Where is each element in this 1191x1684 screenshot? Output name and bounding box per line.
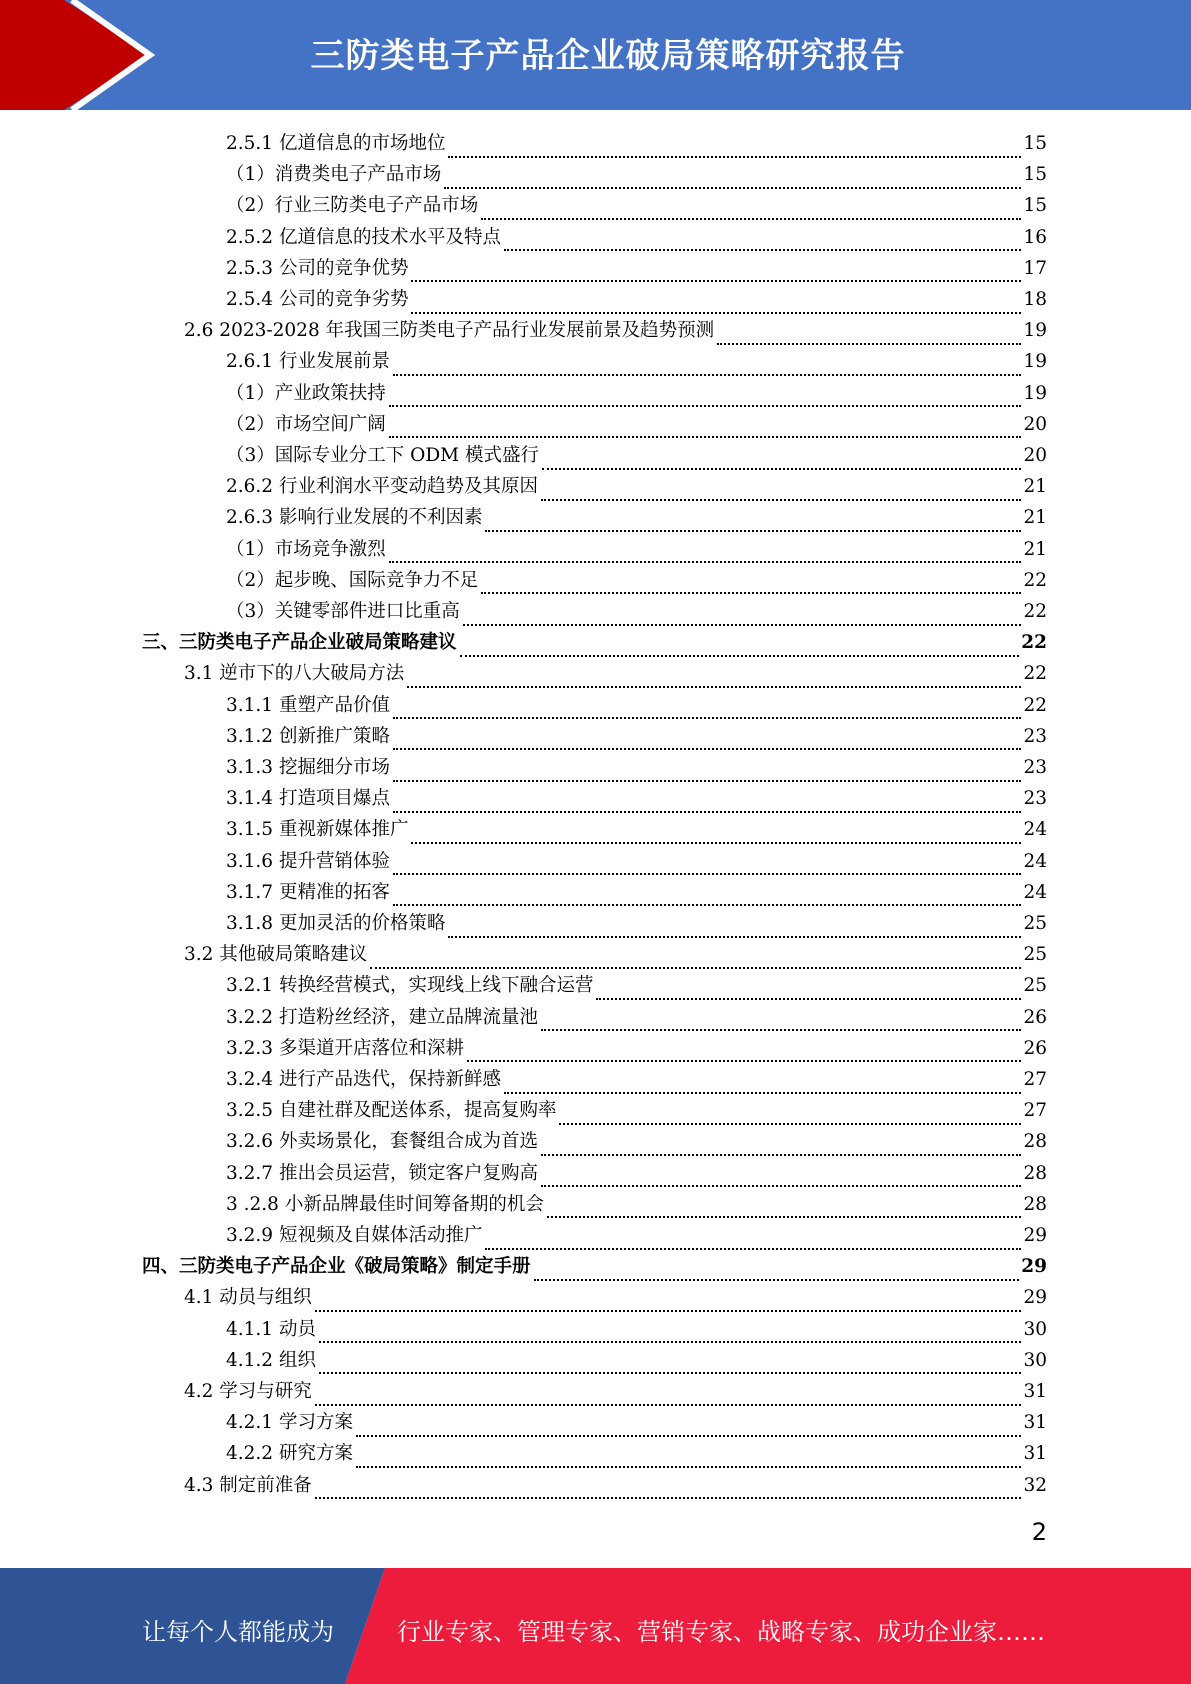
toc-dot-leader: [541, 1007, 1021, 1031]
toc-dot-leader: [393, 882, 1021, 906]
toc-entry-page: 28: [1023, 1193, 1047, 1215]
page-footer: [0, 1568, 1191, 1684]
toc-entry[interactable]: [226, 378, 1047, 409]
toc-entry-page: 29: [1021, 1256, 1047, 1278]
toc-entry-title: 4.2.2 研究方案: [226, 1443, 353, 1465]
toc-dot-leader: [541, 1163, 1021, 1187]
toc-entry[interactable]: [226, 1189, 1047, 1220]
toc-entry-title: 3.2.3 多渠道开店落位和深耕: [226, 1037, 464, 1059]
toc-entry-page: 27: [1023, 1069, 1047, 1090]
toc-entry[interactable]: [226, 471, 1047, 502]
toc-entry-page: 17: [1023, 257, 1047, 279]
toc-dot-leader: [356, 1413, 1022, 1437]
toc-entry-title: 3.2.2 打造粉丝经济，建立品牌流量池: [226, 1006, 538, 1028]
toc-entry-page: 19: [1023, 382, 1047, 404]
toc-dot-leader: [444, 165, 1021, 189]
report-title: 三防类电子产品企业破局策略研究报告: [310, 36, 906, 76]
toc-entry-title: 4.1.1 动员: [226, 1318, 316, 1340]
toc-entry-title: 3.1.2 创新推广策略: [226, 725, 390, 747]
toc-dot-leader: [370, 945, 1021, 969]
toc-entry-title: 2.6.1 行业发展前景: [226, 351, 390, 373]
toc-dot-leader: [393, 352, 1021, 376]
toc-entry-page: 24: [1023, 819, 1047, 841]
toc-entry-page: 31: [1023, 1381, 1047, 1402]
toc-dot-leader: [393, 726, 1021, 750]
toc-entry[interactable]: [226, 1345, 1047, 1376]
toc-entry[interactable]: [226, 502, 1047, 533]
toc-entry-title: 3.1.4 打造项目爆点: [226, 788, 390, 810]
toc-entry-title: （1）消费类电子产品市场: [226, 164, 442, 186]
toc-entry-title: 2.5.2 亿道信息的技术水平及特点: [226, 226, 501, 248]
toc-entry-title: 2.5.3 公司的竞争优势: [226, 257, 409, 279]
toc-entry-title: 三、三防类电子产品企业破局策略建议: [142, 632, 457, 654]
toc-entry-title: 3.1.7 更精准的拓客: [226, 881, 390, 903]
page-number: 2: [1031, 1518, 1047, 1546]
toc-entry-title: 4.3 制定前准备: [184, 1474, 312, 1496]
toc-dot-leader: [389, 383, 1022, 407]
toc-entry-page: 23: [1023, 725, 1047, 747]
toc-entry-page: 26: [1023, 1037, 1047, 1059]
toc-entry-title: 3.2.4 进行产品迭代，保持新鲜感: [226, 1069, 501, 1090]
toc-entry[interactable]: [226, 190, 1047, 221]
toc-entry-page: 28: [1023, 1162, 1047, 1184]
toc-entry[interactable]: [226, 222, 1047, 253]
toc-entry[interactable]: [226, 721, 1047, 752]
toc-entry[interactable]: [226, 1158, 1047, 1189]
toc-dot-leader: [315, 1382, 1022, 1406]
toc-entry-page: 19: [1023, 320, 1047, 342]
toc-entry[interactable]: [226, 440, 1047, 471]
toc-entry[interactable]: [226, 1033, 1047, 1064]
toc-entry-title: 4.2.1 学习方案: [226, 1412, 353, 1434]
toc-entry-title: 3.1 逆市下的八大破局方法: [184, 663, 405, 685]
toc-entry-page: 22: [1023, 663, 1047, 685]
toc-entry[interactable]: [142, 627, 1047, 658]
toc-dot-leader: [467, 1038, 1021, 1062]
toc-entry-title: 3.1.5 重视新媒体推广: [226, 819, 409, 841]
toc-entry-page: 16: [1023, 226, 1047, 248]
toc-entry-page: 27: [1023, 1100, 1047, 1122]
toc-entry[interactable]: [226, 128, 1047, 159]
page-header: [0, 0, 1191, 110]
toc-entry-page: 30: [1023, 1349, 1047, 1371]
toc-entry-title: 4.1 动员与组织: [184, 1287, 312, 1309]
toc-entry-title: （2）起步晚、国际竞争力不足: [226, 569, 479, 591]
toc-entry-title: 2.6.3 影响行业发展的不利因素: [226, 507, 483, 529]
toc-entry-title: 3.1.6 提升营销体验: [226, 850, 390, 872]
toc-dot-leader: [448, 134, 1021, 158]
toc-dot-leader: [481, 196, 1021, 220]
toc-entry[interactable]: [226, 284, 1047, 315]
toc-entry-page: 15: [1023, 164, 1047, 186]
toc-entry-title: （2）行业三防类电子产品市场: [226, 195, 479, 217]
toc-entry-page: 24: [1023, 881, 1047, 903]
toc-entry-page: 25: [1023, 913, 1047, 934]
toc-entry-page: 26: [1023, 1006, 1047, 1028]
toc-dot-leader: [393, 758, 1021, 782]
toc-dot-leader: [547, 1194, 1022, 1218]
footer-slogan-right: 行业专家、管理专家、营销专家、战略专家、成功企业家……: [397, 1618, 1045, 1646]
footer-slogan-left: 让每个人都能成为: [142, 1618, 334, 1646]
toc-entry-page: 19: [1023, 351, 1047, 373]
toc-dot-leader: [393, 851, 1021, 875]
toc-entry-page: 22: [1021, 632, 1047, 654]
toc-entry-page: 31: [1023, 1412, 1047, 1434]
toc-entry-page: 25: [1023, 975, 1047, 997]
toc-entry[interactable]: [226, 970, 1047, 1001]
toc-entry-page: 23: [1023, 757, 1047, 778]
toc-entry[interactable]: [226, 253, 1047, 284]
toc-entry-title: 3.2.6 外卖场景化，套餐组合成为首选: [226, 1131, 538, 1153]
toc-entry-title: 3.2.9 短视频及自媒体活动推广: [226, 1225, 483, 1246]
toc-entry-title: （1）市场竞争激烈: [226, 538, 386, 560]
toc-dot-leader: [315, 1288, 1022, 1312]
toc-entry-page: 21: [1023, 538, 1047, 560]
toc-entry[interactable]: [226, 565, 1047, 596]
toc-entry[interactable]: [184, 315, 1047, 346]
toc-dot-leader: [504, 1070, 1021, 1094]
toc-entry[interactable]: [184, 1282, 1047, 1313]
toc-entry[interactable]: [226, 783, 1047, 814]
toc-entry[interactable]: [226, 534, 1047, 565]
toc-dot-leader: [389, 414, 1022, 438]
toc-dot-leader: [481, 570, 1021, 594]
toc-entry[interactable]: [226, 752, 1047, 783]
toc-entry-title: 3.2.1 转换经营模式，实现线上线下融合运营: [226, 975, 594, 997]
toc-entry[interactable]: [226, 409, 1047, 440]
toc-entry-page: 15: [1023, 195, 1047, 217]
toc-entry[interactable]: [226, 159, 1047, 190]
toc-dot-leader: [485, 1226, 1021, 1250]
toc-dot-leader: [559, 1101, 1021, 1125]
toc-entry-page: 22: [1023, 694, 1047, 716]
toc-dot-leader: [504, 227, 1021, 251]
toc-entry[interactable]: [226, 690, 1047, 721]
toc-dot-leader: [407, 664, 1021, 688]
toc-entry-title: 3.2 其他破局策略建议: [184, 944, 368, 966]
toc-entry-page: 22: [1023, 601, 1047, 622]
toc-entry-title: 3.1.8 更加灵活的价格策略: [226, 913, 446, 934]
toc-entry[interactable]: [226, 596, 1047, 627]
toc-entry-page: 28: [1023, 1131, 1047, 1153]
toc-dot-leader: [717, 321, 1021, 345]
toc-entry[interactable]: [226, 1126, 1047, 1157]
toc-entry-title: 四、三防类电子产品企业《破局策略》制定手册: [142, 1256, 531, 1278]
toc-entry[interactable]: [226, 1407, 1047, 1438]
toc-entry[interactable]: [184, 658, 1047, 689]
toc-entry-page: 29: [1023, 1287, 1047, 1309]
toc-entry[interactable]: [184, 939, 1047, 970]
toc-entry[interactable]: [226, 1220, 1047, 1251]
toc-dot-leader: [534, 1257, 1020, 1281]
toc-dot-leader: [485, 508, 1021, 532]
toc-dot-leader: [319, 1319, 1022, 1343]
toc-entry-title: （3）关键零部件进口比重高: [226, 601, 460, 622]
toc-entry[interactable]: [226, 1314, 1047, 1345]
toc-dot-leader: [541, 1132, 1021, 1156]
toc-entry[interactable]: [184, 1470, 1047, 1501]
toc-entry-page: 21: [1023, 507, 1047, 529]
toc-entry-title: （3）国际专业分工下 ODM 模式盛行: [226, 445, 539, 466]
toc-entry-page: 21: [1023, 476, 1047, 498]
toc-entry[interactable]: [226, 1095, 1047, 1126]
toc-dot-leader: [389, 539, 1022, 563]
toc-dot-leader: [411, 290, 1021, 314]
toc-entry-page: 23: [1023, 788, 1047, 810]
toc-dot-leader: [393, 695, 1021, 719]
toc-entry[interactable]: [226, 1064, 1047, 1095]
toc-entry-title: 3.2.5 自建社群及配送体系，提高复购率: [226, 1100, 557, 1122]
toc-entry-page: 20: [1023, 445, 1047, 466]
toc-entry[interactable]: [226, 1002, 1047, 1033]
toc-entry-title: 2.6 2023-2028 年我国三防类电子产品行业发展前景及趋势预测: [184, 320, 715, 342]
toc-entry-title: （2）市场空间广阔: [226, 413, 386, 435]
toc-entry-page: 22: [1023, 569, 1047, 591]
toc-dot-leader: [542, 446, 1021, 470]
toc-entry-title: 2.6.2 行业利润水平变动趋势及其原因: [226, 476, 538, 498]
toc-dot-leader: [596, 976, 1021, 1000]
toc-entry-title: 2.5.4 公司的竞争劣势: [226, 289, 409, 310]
toc-dot-leader: [319, 1350, 1022, 1374]
toc-entry-title: （1）产业政策扶持: [226, 382, 386, 404]
toc-entry-page: 31: [1023, 1443, 1047, 1465]
toc-entry-page: 25: [1023, 944, 1047, 966]
toc-dot-leader: [411, 820, 1021, 844]
toc-dot-leader: [448, 914, 1021, 938]
toc-entry[interactable]: [226, 1438, 1047, 1469]
toc-dot-leader: [460, 633, 1020, 657]
toc-entry-title: 2.5.1 亿道信息的市场地位: [226, 133, 446, 154]
toc-entry[interactable]: [226, 814, 1047, 845]
toc-entry-page: 15: [1023, 133, 1047, 154]
toc-dot-leader: [411, 258, 1021, 282]
toc-entry-title: 3.1.3 挖掘细分市场: [226, 757, 390, 778]
toc-dot-leader: [315, 1475, 1022, 1499]
toc-entry-title: 4.2 学习与研究: [184, 1381, 312, 1402]
toc-entry[interactable]: [226, 346, 1047, 377]
toc-dot-leader: [541, 477, 1021, 501]
toc-entry-title: 3 .2.8 小新品牌最佳时间筹备期的机会: [226, 1193, 544, 1215]
toc-dot-leader: [463, 602, 1022, 626]
toc-dot-leader: [356, 1444, 1022, 1468]
toc-entry[interactable]: [184, 1376, 1047, 1407]
toc-entry[interactable]: [226, 908, 1047, 939]
toc-entry[interactable]: [142, 1251, 1047, 1282]
toc-entry-page: 32: [1023, 1474, 1047, 1496]
toc-entry-page: 18: [1023, 289, 1047, 310]
toc-entry-title: 3.2.7 推出会员运营，锁定客户复购高: [226, 1162, 538, 1184]
toc-entry-title: 3.1.1 重塑产品价值: [226, 694, 390, 716]
toc-entry-page: 20: [1023, 413, 1047, 435]
toc-entry-title: 4.1.2 组织: [226, 1349, 316, 1371]
toc-entry[interactable]: [226, 877, 1047, 908]
toc-entry-page: 30: [1023, 1318, 1047, 1340]
toc-entry[interactable]: [226, 846, 1047, 877]
toc-dot-leader: [393, 789, 1021, 813]
toc-entry-page: 24: [1023, 850, 1047, 872]
toc-entry-page: 29: [1023, 1225, 1047, 1246]
